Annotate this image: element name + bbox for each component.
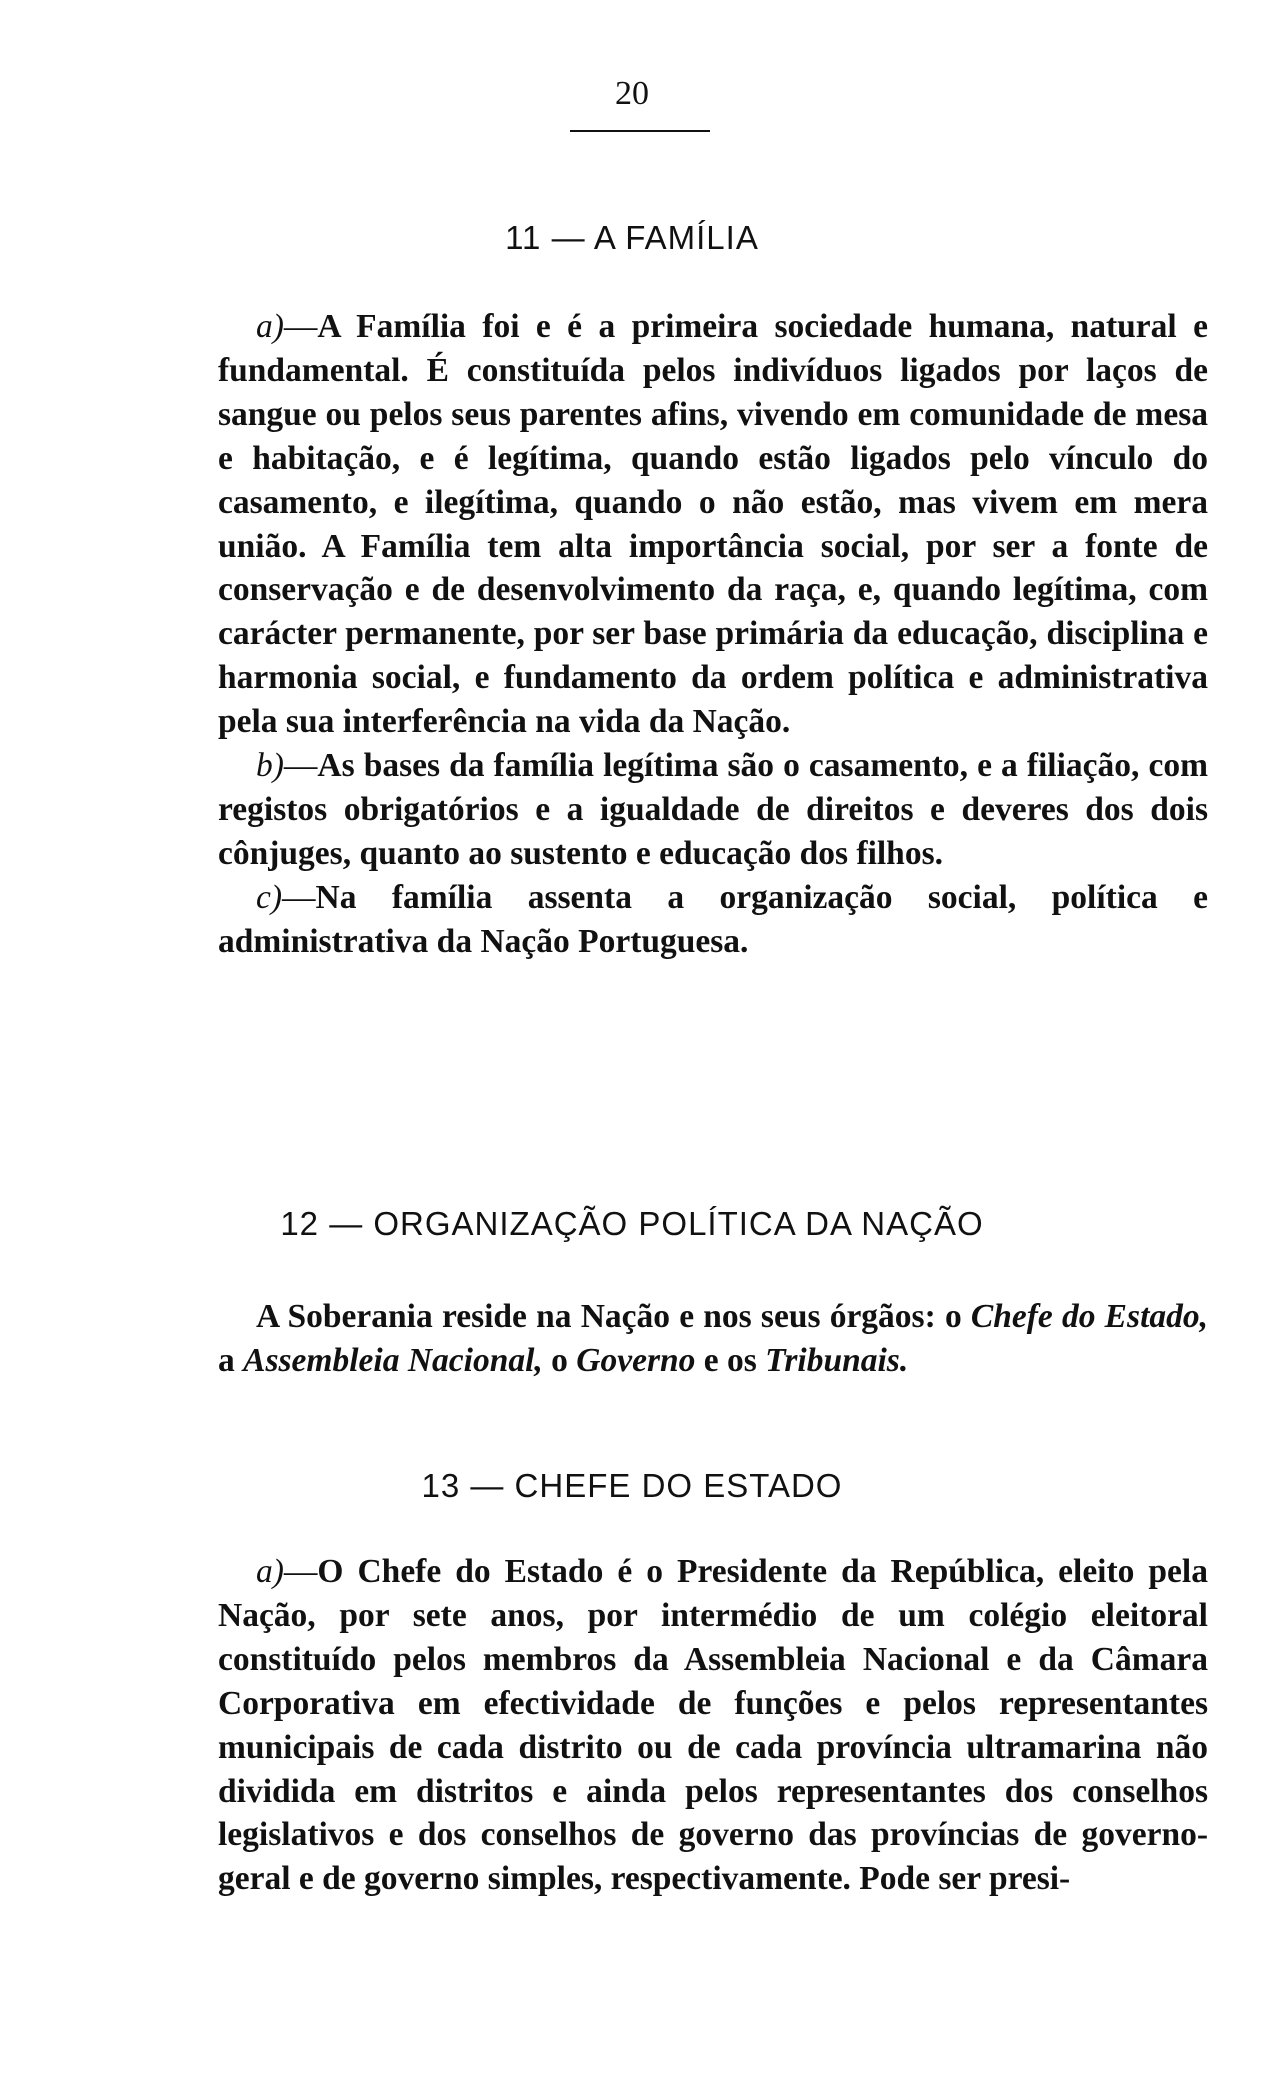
paragraph-text: A Família foi e é a primeira sociedade humana, natural e fundamental. É constituída pelos indivíduos ligados por laços de sangue ou pelos seus parentes afins, vivendo em comunidade de mesa e habitação, e é legítima, quando estão ligados pelo vínculo do casamento, e ilegítima, quando o não estão, mas vivem em mera união. A Família tem alta importância social, por ser a fonte de conservação e de desenvolvimento da raça, e, quando legítima, com carácter permanente, por ser base primária da educação, disciplina e harmonia social, e fundamento da ordem política e administrativa pela sua interferência na vida da Nação. — [218, 308, 1208, 741]
em-dash: — — [283, 1553, 318, 1590]
paragraph-label: c) — [256, 878, 283, 916]
connector: e os — [703, 1341, 757, 1379]
paragraph-text: As bases da família legítima são o casamento, e a filiação, com registos obrigatórios e a igualdade de direitos e deveres dos dois cônjuges, quanto ao sustento e educação dos filhos. — [218, 747, 1208, 872]
paragraph-label: a) — [256, 308, 284, 345]
paragraph-familia-a — [218, 305, 1208, 744]
paragraph-text: Na família assenta a organização social, política e administrativa da Nação Portuguesa. — [218, 878, 1208, 960]
em-dash: — — [283, 747, 318, 785]
page-number: 20 — [615, 75, 649, 112]
section-body-chefe — [218, 1550, 1208, 1901]
section-heading-familia: 11 — A FAMÍLIA — [505, 219, 759, 256]
section-body-familia — [218, 305, 1208, 964]
paragraph-soberania — [218, 1295, 1208, 1383]
paragraph-text: O Chefe do Estado é o Presidente da República, eleito pela Nação, por sete anos, por intermédio de um colégio eleitoral constituído pelos membros da Assembleia Nacional e da Câmara Corporativa em efectividade de funções e pelos representantes municipais de cada distrito ou de cada província ultramarina não dividida em distritos e ainda pelos representantes dos conselhos legislativos e dos conselhos de governo das províncias de governo-geral e de governo simples, respectivamente. Pode ser presi- — [218, 1553, 1208, 1898]
em-dash: — — [283, 308, 318, 345]
organ-governo: Governo — [576, 1341, 696, 1379]
paragraph-chefe-a — [218, 1550, 1208, 1901]
organ-assembleia-nacional: Assembleia Nacional, — [243, 1341, 543, 1379]
paragraph-label: b) — [256, 747, 284, 785]
soberania-intro: A Soberania reside na Nação e nos seus órgãos: o — [256, 1298, 962, 1335]
organ-tribunais: Tribunais. — [765, 1341, 909, 1379]
section-body-organizacao — [218, 1295, 1208, 1383]
section-heading-organizacao: 12 — ORGANIZAÇÃO POLÍTICA DA NAÇÃO — [280, 1205, 984, 1242]
organ-chefe-do-estado: Chefe do Estado, — [970, 1298, 1208, 1335]
paragraph-familia-b — [218, 744, 1208, 876]
connector: o — [551, 1341, 568, 1379]
paragraph-label: a) — [256, 1553, 284, 1590]
em-dash: — — [282, 878, 316, 916]
paragraph-familia-c — [218, 876, 1208, 964]
page-number-rule — [570, 130, 710, 132]
connector: a — [218, 1341, 235, 1379]
section-heading-chefe: 13 — CHEFE DO ESTADO — [421, 1467, 843, 1504]
